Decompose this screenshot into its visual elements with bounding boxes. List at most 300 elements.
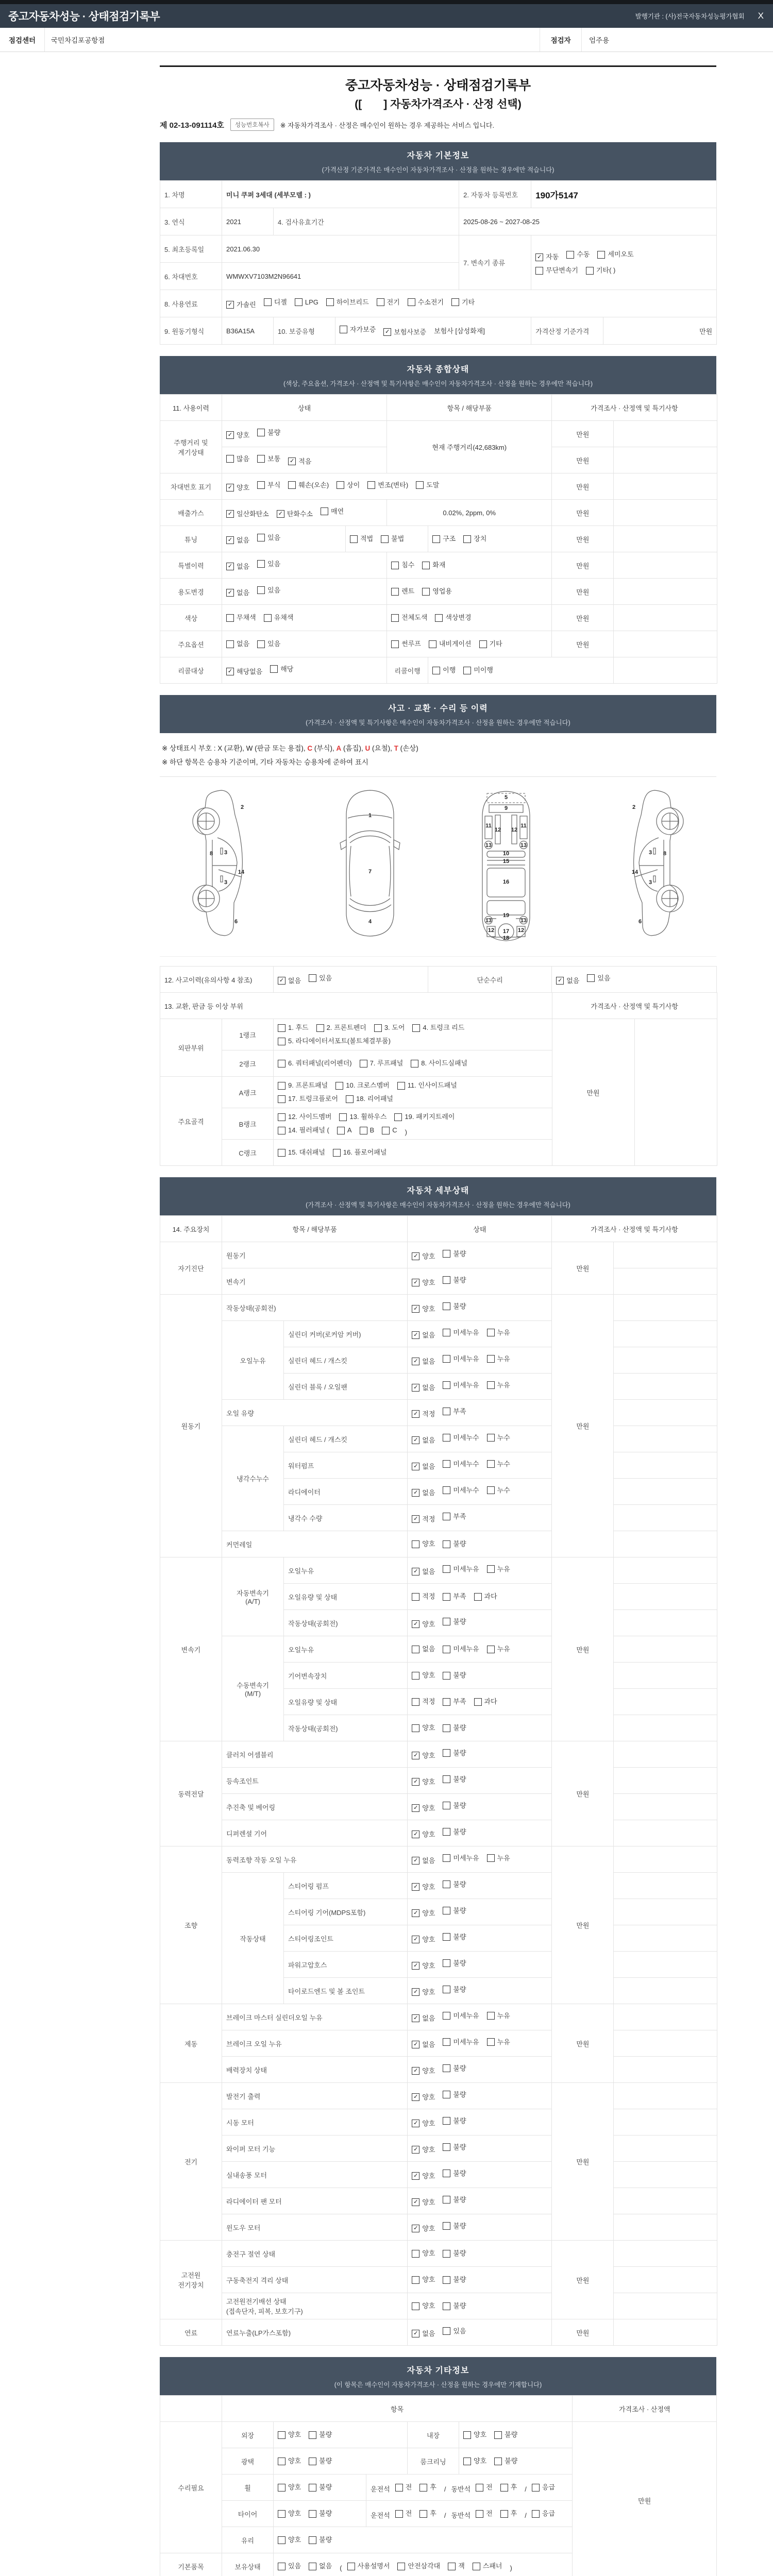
checkbox[interactable]: 양호 bbox=[278, 2428, 301, 2442]
option-cell bbox=[408, 1400, 552, 1426]
checkbox[interactable]: 미세누유 bbox=[443, 2036, 479, 2049]
checkbox[interactable]: 18. 리어패널 bbox=[346, 1092, 393, 1106]
checkbox[interactable]: ✓ 적정 bbox=[412, 1513, 435, 1526]
option-cell bbox=[408, 1505, 552, 1531]
checkbox[interactable]: ✓ 양호 bbox=[412, 1302, 435, 1316]
label-cell: 보유상태 bbox=[222, 2553, 274, 2576]
checkbox[interactable]: ✓ 없음 bbox=[412, 1565, 435, 1579]
checkbox[interactable]: 있음 bbox=[257, 637, 280, 651]
inspector-value-field[interactable]: 엄주용 bbox=[589, 37, 610, 44]
option-cell bbox=[222, 579, 387, 605]
checkbox[interactable]: ✓ 양호 bbox=[412, 1986, 435, 1999]
checkbox[interactable]: ✓ 양호 bbox=[412, 2117, 435, 2130]
option-cell bbox=[387, 579, 552, 605]
checkbox[interactable]: 부족 bbox=[443, 1405, 466, 1418]
checkbox[interactable]: ✓ 가솔린 bbox=[226, 298, 256, 312]
checkbox[interactable]: 불량 bbox=[443, 1773, 466, 1786]
label-cell: 라디에이터 팬 모터 bbox=[222, 2188, 408, 2214]
checkbox[interactable]: 변조(변타) bbox=[367, 479, 408, 492]
checkbox[interactable]: 불량 bbox=[443, 1799, 466, 1812]
diagram-part-number: 6 bbox=[638, 919, 642, 925]
option-cell bbox=[408, 2293, 552, 2319]
checkbox[interactable]: 불량 bbox=[309, 2533, 332, 2547]
label-cell: 1. 차명 bbox=[160, 181, 222, 208]
value-cell: 2025-08-26 ~ 2027-08-25 bbox=[459, 208, 717, 235]
checkbox[interactable]: ✓ 양호 bbox=[412, 2170, 435, 2183]
checkbox[interactable]: 양호 bbox=[463, 2454, 486, 2468]
checkbox[interactable]: 16. 플로어패널 bbox=[333, 1146, 386, 1159]
option-cell bbox=[408, 1610, 552, 1636]
checkbox[interactable]: LPG bbox=[295, 296, 318, 309]
checkbox[interactable]: 영업용 bbox=[422, 585, 452, 598]
checkbox[interactable]: 수소전기 bbox=[408, 296, 444, 309]
checkbox[interactable]: 후 bbox=[500, 2481, 517, 2494]
checkbox[interactable]: 누유 bbox=[487, 1326, 510, 1340]
checkbox[interactable]: 양호 bbox=[278, 2481, 301, 2494]
checkbox[interactable]: 색상변경 bbox=[435, 611, 471, 624]
value-cell: 0.02%, 2ppm, 0% bbox=[387, 500, 552, 526]
checkbox[interactable]: ✓ 양호 bbox=[412, 1749, 435, 1762]
checkbox[interactable]: 수동 bbox=[566, 248, 590, 261]
checkbox[interactable]: 누유 bbox=[487, 1642, 510, 1656]
checkbox[interactable]: 불량 bbox=[443, 1983, 466, 1996]
checkbox[interactable]: 불량 bbox=[309, 2507, 332, 2520]
checkbox[interactable]: ✓ 없음 bbox=[278, 974, 301, 988]
checkbox[interactable]: 11. 인사이드패널 bbox=[397, 1079, 457, 1092]
checkbox[interactable]: 있음 bbox=[443, 2325, 466, 2338]
checkbox[interactable]: 1. 후드 bbox=[278, 1021, 309, 1035]
checkbox[interactable]: 불량 bbox=[443, 2141, 466, 2154]
checkbox[interactable]: 무채색 bbox=[226, 611, 256, 624]
checkbox[interactable]: ✓ 없음 bbox=[412, 2012, 435, 2025]
empty-cell bbox=[614, 1479, 717, 1505]
checkbox[interactable]: ✓ 양호 bbox=[412, 2143, 435, 2157]
checkbox[interactable]: 부식 bbox=[257, 479, 280, 492]
checkbox[interactable]: 양호 bbox=[412, 1721, 435, 1735]
checkbox[interactable]: 없음 bbox=[412, 1642, 435, 1656]
label-cell: 냉각수 수량 bbox=[284, 1505, 408, 1531]
label-cell: 용도변경 bbox=[160, 579, 222, 605]
checkbox[interactable]: 적법 bbox=[350, 532, 373, 546]
option-cell bbox=[222, 447, 387, 473]
checkbox[interactable]: 불량 bbox=[443, 1930, 466, 1944]
checkbox[interactable]: 미세누유 bbox=[443, 1326, 479, 1340]
checkbox[interactable]: ✓ 양호 bbox=[226, 481, 249, 495]
diagram-part-number: 11 bbox=[485, 823, 492, 829]
diagram-part-number: 8 bbox=[663, 851, 667, 857]
checkbox[interactable]: 없음 bbox=[309, 2560, 332, 2573]
checkbox[interactable]: 하이브리드 bbox=[326, 296, 369, 309]
diagram-part-number: 12 bbox=[494, 827, 501, 833]
checkbox[interactable]: 있음 bbox=[309, 972, 332, 985]
checkbox[interactable]: 상이 bbox=[337, 479, 360, 492]
checkbox[interactable]: ✓ 적정 bbox=[412, 1408, 435, 1421]
checkbox[interactable]: 불량 bbox=[443, 1721, 466, 1735]
diagram-part-number: 12 bbox=[517, 927, 524, 934]
checkbox[interactable]: 불량 bbox=[443, 2299, 466, 2313]
checkbox[interactable]: ✓ 양호 bbox=[412, 1959, 435, 1973]
label-cell: 조향 bbox=[160, 1846, 222, 2004]
checkbox[interactable]: ✓ 없음 bbox=[226, 534, 249, 547]
checkbox[interactable]: 5. 라디에이터서포트(볼트체결부품) bbox=[278, 1035, 391, 1048]
checkbox[interactable]: 전 bbox=[476, 2507, 493, 2520]
checkbox[interactable]: 전 bbox=[395, 2507, 412, 2520]
checkbox[interactable]: 잭 bbox=[448, 2560, 465, 2573]
checkbox[interactable]: 6. 쿼터패널(리어펜더) bbox=[278, 1057, 352, 1070]
checkbox[interactable]: 사용설명서 bbox=[347, 2560, 390, 2573]
checkbox[interactable]: 무단변속기 bbox=[535, 264, 578, 277]
checkbox[interactable]: 부족 bbox=[443, 1590, 466, 1603]
diagram-part-number: 8 bbox=[209, 851, 213, 857]
checkbox[interactable]: 적정 bbox=[412, 1590, 435, 1603]
label-cell: 차대번호 표기 bbox=[160, 473, 222, 500]
checkbox[interactable]: 10. 크로스멤버 bbox=[335, 1079, 389, 1092]
checkbox[interactable]: 있음 bbox=[587, 972, 610, 985]
issuer-text: 발행기관 : (사)전국자동차성능평가협회 bbox=[635, 13, 745, 20]
checkbox[interactable]: 구조 bbox=[432, 532, 456, 546]
checkbox[interactable]: 미세누유 bbox=[443, 1352, 479, 1366]
checkbox[interactable]: 과다 bbox=[474, 1590, 497, 1603]
checkbox[interactable]: 불량 bbox=[443, 2114, 466, 2128]
inline-text: 동반석 bbox=[451, 2485, 471, 2493]
checkbox[interactable]: 후 bbox=[419, 2507, 436, 2520]
checkbox[interactable]: ✓ 없음 bbox=[412, 1460, 435, 1473]
option-cell bbox=[408, 1689, 552, 1715]
checkbox[interactable]: 불량 bbox=[443, 1537, 466, 1551]
checkbox[interactable]: ✓ 양호 bbox=[412, 2196, 435, 2209]
checkbox[interactable]: 불량 bbox=[443, 1247, 466, 1261]
checkbox[interactable]: ✓ 탄화수소 bbox=[277, 507, 313, 521]
checkbox[interactable]: ✓ 양호 bbox=[226, 429, 249, 442]
checkbox[interactable]: 불량 bbox=[443, 2247, 466, 2260]
checkbox[interactable]: 미세누유 bbox=[443, 1852, 479, 1865]
checkbox[interactable]: ✓ 해당없음 bbox=[226, 665, 262, 679]
checkbox[interactable]: 누수 bbox=[487, 1431, 510, 1445]
inline-text: 운전석 bbox=[371, 2485, 390, 2493]
checkbox[interactable]: 양호 bbox=[278, 2454, 301, 2468]
option-cell bbox=[408, 1899, 552, 1925]
price-cell: 만원 bbox=[552, 2241, 614, 2319]
checkbox[interactable]: 부족 bbox=[443, 1695, 466, 1708]
checkbox[interactable]: ✓ 양호 bbox=[412, 1907, 435, 1920]
option-cell bbox=[428, 526, 552, 552]
checkbox[interactable]: 해당 bbox=[270, 663, 293, 676]
copy-performance-number-button[interactable]: 성능번호복사 bbox=[230, 118, 274, 131]
option-cell bbox=[335, 317, 531, 345]
option-cell bbox=[222, 657, 387, 684]
checkbox[interactable]: 미세누유 bbox=[443, 2009, 479, 2023]
checkbox[interactable]: 이행 bbox=[432, 664, 456, 677]
section-title: 자동차 기본정보 bbox=[407, 151, 469, 160]
option-cell bbox=[408, 1978, 552, 2004]
checkbox[interactable]: 미세누유 bbox=[443, 1642, 479, 1656]
checkbox[interactable]: 안전삼각대 bbox=[397, 2560, 440, 2573]
label-cell: 상태 bbox=[222, 395, 387, 421]
checkbox[interactable]: ✓ 없음 bbox=[412, 2038, 435, 2052]
diagram-part-number: 9 bbox=[504, 805, 508, 811]
label-cell: 1랭크 bbox=[222, 1019, 274, 1050]
label-cell: 자기진단 bbox=[160, 1242, 222, 1295]
close-icon[interactable]: X bbox=[758, 11, 764, 21]
label-cell: 와이퍼 모터 기능 bbox=[222, 2136, 408, 2162]
checkbox[interactable]: ✓ 없음 bbox=[412, 2327, 435, 2341]
empty-cell bbox=[614, 1820, 717, 1846]
label-cell: 등속조인트 bbox=[222, 1768, 408, 1794]
checkbox[interactable]: 불량 bbox=[443, 1878, 466, 1891]
checkbox[interactable]: ✓ 양호 bbox=[412, 1933, 435, 1946]
checkbox[interactable]: 누수 bbox=[487, 1484, 510, 1497]
checkbox[interactable]: ✓ 양호 bbox=[412, 1802, 435, 1815]
checkbox[interactable]: 기타 bbox=[479, 637, 502, 651]
checkbox[interactable]: 3. 도어 bbox=[374, 1021, 405, 1035]
checkbox[interactable]: ✓ 없음 bbox=[226, 586, 249, 600]
checkbox[interactable]: 매연 bbox=[321, 505, 344, 518]
checkbox[interactable]: 누수 bbox=[487, 1458, 510, 1471]
checkbox[interactable]: 불량 bbox=[443, 1300, 466, 1313]
checkbox[interactable]: 후 bbox=[419, 2481, 436, 2494]
option-cell bbox=[408, 2241, 552, 2267]
checkbox[interactable]: 15. 대쉬패널 bbox=[278, 1146, 325, 1159]
checkbox[interactable]: 많음 bbox=[226, 452, 249, 466]
diagram-part-number: 13 bbox=[485, 842, 492, 849]
checkbox[interactable]: 훼손(오손) bbox=[288, 479, 329, 492]
checkbox[interactable]: 불량 bbox=[443, 1669, 466, 1682]
checkbox[interactable]: 미이행 bbox=[463, 664, 493, 677]
checkbox[interactable]: 불량 bbox=[443, 2167, 466, 2180]
checkbox[interactable]: 4. 트렁크 리드 bbox=[412, 1021, 464, 1035]
option-cell bbox=[408, 1295, 552, 1321]
record-sheet bbox=[160, 52, 716, 2576]
checkbox[interactable]: 불량 bbox=[443, 2219, 466, 2233]
checkbox[interactable]: 누유 bbox=[487, 1563, 510, 1576]
checkbox[interactable]: 미세누유 bbox=[443, 1379, 479, 1392]
checkbox[interactable]: B bbox=[360, 1124, 375, 1137]
label-cell: 윈도우 모터 bbox=[222, 2214, 408, 2241]
checkbox[interactable]: 불량 bbox=[494, 2428, 517, 2442]
checkbox[interactable]: 없음 bbox=[226, 637, 249, 651]
checkbox[interactable]: 응급 bbox=[532, 2481, 555, 2494]
checkbox[interactable]: ✓ 양호 bbox=[412, 1880, 435, 1894]
option-cell bbox=[387, 552, 552, 579]
checkbox[interactable]: 적정 bbox=[412, 1695, 435, 1708]
price-cell: 만원 bbox=[603, 317, 717, 345]
checkbox[interactable]: ✓ 없음 bbox=[412, 1854, 435, 1868]
checkbox[interactable]: ✓ 보험사보증 bbox=[383, 326, 426, 339]
checkbox[interactable]: 후 bbox=[500, 2507, 517, 2520]
checkbox[interactable]: 불량 bbox=[309, 2454, 332, 2468]
checkbox[interactable]: 누유 bbox=[487, 1379, 510, 1392]
label-cell: 5. 최초등록일 bbox=[160, 235, 222, 263]
checkbox[interactable]: ✓ 양호 bbox=[412, 2091, 435, 2104]
label-cell: 전기 bbox=[160, 2083, 222, 2241]
checkbox[interactable]: ✓ 적음 bbox=[288, 455, 311, 468]
label-cell: 작동상태 bbox=[222, 1873, 284, 2004]
label-cell: 작동상태(공회전) bbox=[284, 1715, 408, 1741]
checkbox[interactable]: 자가보증 bbox=[340, 323, 376, 336]
option-cell bbox=[274, 2527, 573, 2553]
checkbox[interactable]: 양호 bbox=[412, 1537, 435, 1551]
checkbox[interactable]: 세미오토 bbox=[597, 248, 633, 261]
checkbox[interactable]: 불량 bbox=[494, 2454, 517, 2468]
etc-info-table bbox=[160, 2395, 716, 2576]
diagram-part-number: 6 bbox=[234, 919, 238, 925]
checkbox[interactable]: 미세누수 bbox=[443, 1484, 479, 1497]
diagram-part-number: 14 bbox=[631, 869, 638, 875]
checkbox[interactable]: 9. 프론트패널 bbox=[278, 1079, 328, 1092]
empty-cell bbox=[634, 1019, 717, 1166]
checkbox[interactable]: ✓ 양호 bbox=[412, 2222, 435, 2235]
checkbox[interactable]: 화재 bbox=[422, 558, 445, 572]
label-cell: 9. 원동기형식 bbox=[160, 317, 222, 345]
diagram-part-number: 2 bbox=[240, 804, 244, 810]
checkbox[interactable]: 유채색 bbox=[264, 611, 294, 624]
checkbox[interactable]: 불량 bbox=[443, 1904, 466, 1918]
checkbox[interactable]: C bbox=[382, 1124, 397, 1137]
empty-cell bbox=[614, 2030, 717, 2057]
checkbox[interactable]: 불량 bbox=[443, 2088, 466, 2102]
checkbox[interactable]: 응급 bbox=[532, 2507, 555, 2520]
checkbox[interactable]: 7. 루프패널 bbox=[360, 1057, 404, 1070]
checkbox[interactable]: 누유 bbox=[487, 1352, 510, 1366]
checkbox[interactable]: ✓ 없음 bbox=[226, 560, 249, 573]
checkbox[interactable]: 있음 bbox=[278, 2560, 301, 2573]
empty-cell bbox=[614, 2214, 717, 2241]
checkbox[interactable]: 전기 bbox=[377, 296, 400, 309]
checkbox[interactable]: 양호 bbox=[412, 2299, 435, 2313]
checkbox[interactable]: 누유 bbox=[487, 1852, 510, 1865]
value-cell: 미니 쿠퍼 3세대 (세부모델 : ) bbox=[222, 181, 459, 208]
checkbox[interactable]: ✓ 일산화탄소 bbox=[226, 507, 269, 521]
checkbox[interactable]: 불량 bbox=[443, 1825, 466, 1839]
empty-cell bbox=[614, 2293, 717, 2319]
center-value-field[interactable]: 국민차김포공항점 bbox=[44, 28, 540, 52]
checkbox[interactable]: 불량 bbox=[443, 2193, 466, 2207]
checkbox[interactable]: 14. 필러패널 ( bbox=[278, 1124, 329, 1137]
value-cell: 12. 사고이력(유의사항 4 참조) bbox=[160, 967, 274, 993]
label-cell: 특별이력 bbox=[160, 552, 222, 579]
checkbox[interactable]: ✓ 없음 bbox=[412, 1355, 435, 1368]
checkbox[interactable]: 내비게이션 bbox=[429, 637, 472, 651]
checkbox[interactable]: 도말 bbox=[416, 479, 439, 492]
checkbox[interactable]: 전 bbox=[395, 2481, 412, 2494]
checkbox[interactable]: 불량 bbox=[443, 1615, 466, 1629]
checkbox[interactable]: 불량 bbox=[443, 1274, 466, 1287]
inspection-meta-row bbox=[0, 28, 773, 52]
checkbox[interactable]: 불량 bbox=[257, 426, 280, 439]
usage-history-table bbox=[160, 394, 716, 684]
checkbox[interactable]: 누유 bbox=[487, 2036, 510, 2049]
checkbox[interactable]: 썬루프 bbox=[391, 637, 421, 651]
checkbox[interactable]: ✓ 양호 bbox=[412, 2064, 435, 2078]
diagram-part-number: 4 bbox=[368, 919, 372, 925]
checkbox[interactable]: ✓ 없음 bbox=[412, 1329, 435, 1342]
label-cell: 냉각수누수 bbox=[222, 1426, 284, 1531]
checkbox[interactable]: 불량 bbox=[443, 2062, 466, 2075]
checkbox[interactable]: ✓ 없음 bbox=[412, 1434, 435, 1447]
checkbox[interactable]: ✓ 없음 bbox=[412, 1381, 435, 1395]
checkbox[interactable]: 양호 bbox=[412, 2273, 435, 2286]
option-cell bbox=[274, 1050, 552, 1077]
checkbox[interactable]: ✓ 양호 bbox=[412, 1828, 435, 1841]
checkbox[interactable]: 침수 bbox=[391, 558, 414, 572]
checkbox[interactable]: 양호 bbox=[412, 2247, 435, 2260]
label-cell: 항목 / 해당부품 bbox=[222, 1216, 408, 1242]
checkbox[interactable]: 양호 bbox=[278, 2507, 301, 2520]
diagram-part-number: 15 bbox=[502, 858, 509, 865]
checkbox[interactable]: ✓ 없음 bbox=[412, 1486, 435, 1500]
checkbox[interactable]: 보통 bbox=[257, 452, 280, 466]
checkbox[interactable]: ✓ 양호 bbox=[412, 1618, 435, 1631]
checkbox[interactable]: 장치 bbox=[463, 532, 486, 546]
checkbox[interactable]: 19. 패키지트레이 bbox=[394, 1110, 455, 1124]
section-title: 사고 · 교환 · 수리 등 이력 bbox=[388, 704, 488, 713]
checkbox[interactable]: 전 bbox=[476, 2481, 493, 2494]
option-cell bbox=[274, 1140, 552, 1166]
checkbox[interactable]: ✓ 양호 bbox=[412, 1775, 435, 1789]
checkbox[interactable]: 불법 bbox=[381, 532, 404, 546]
checkbox[interactable]: 13. 휠하우스 bbox=[339, 1110, 386, 1124]
checkbox[interactable]: 미세누수 bbox=[443, 1431, 479, 1445]
checkbox[interactable]: 불량 bbox=[443, 1957, 466, 1970]
checkbox[interactable]: 불량 bbox=[443, 2273, 466, 2286]
checkbox[interactable]: A bbox=[337, 1124, 352, 1137]
option-cell bbox=[222, 605, 387, 631]
checkbox[interactable]: 있음 bbox=[257, 557, 280, 571]
checkbox[interactable]: 불량 bbox=[309, 2428, 332, 2442]
price-cell: 만원 bbox=[552, 631, 614, 657]
empty-cell bbox=[614, 1531, 717, 1557]
checkbox[interactable]: ✓ 없음 bbox=[556, 974, 579, 988]
checkbox[interactable]: 렌트 bbox=[391, 585, 414, 598]
checkbox[interactable]: 8. 사이드실패널 bbox=[411, 1057, 467, 1070]
option-cell bbox=[346, 526, 428, 552]
empty-cell bbox=[614, 1505, 717, 1531]
checkbox[interactable]: 12. 사이드멤버 bbox=[278, 1110, 331, 1124]
option-cell bbox=[222, 631, 387, 657]
section-title: 자동차 기타정보 bbox=[407, 2366, 469, 2375]
checkbox[interactable]: 부족 bbox=[443, 1510, 466, 1523]
checkbox[interactable]: ✓ 자동 bbox=[535, 250, 559, 264]
checkbox[interactable]: ✓ 양호 bbox=[412, 1250, 435, 1263]
checkbox[interactable]: 미세누수 bbox=[443, 1458, 479, 1471]
checkbox[interactable]: 전체도색 bbox=[391, 611, 427, 624]
checkbox[interactable]: 미세누유 bbox=[443, 1563, 479, 1576]
checkbox[interactable]: 17. 트렁크플로어 bbox=[278, 1092, 338, 1106]
label-cell: 시동 모터 bbox=[222, 2109, 408, 2136]
checkbox[interactable]: 2. 프론트펜더 bbox=[316, 1021, 366, 1035]
checkbox[interactable]: 스패너 bbox=[473, 2560, 502, 2573]
checkbox[interactable]: 있음 bbox=[257, 584, 280, 597]
label-cell: 항목 bbox=[222, 2396, 573, 2422]
checkbox[interactable]: 과다 bbox=[474, 1695, 497, 1708]
checkbox[interactable]: 기타 bbox=[451, 296, 475, 309]
checkbox[interactable]: 불량 bbox=[443, 1747, 466, 1760]
checkbox[interactable]: 양호 bbox=[463, 2428, 486, 2442]
checkbox[interactable]: ✓ 양호 bbox=[412, 1276, 435, 1290]
checkbox[interactable]: 불량 bbox=[309, 2481, 332, 2494]
option-cell bbox=[408, 2057, 552, 2083]
inspector-label: 점검자 bbox=[540, 28, 582, 52]
checkbox[interactable]: 누유 bbox=[487, 2009, 510, 2023]
label-cell: 8. 사용연료 bbox=[160, 290, 222, 317]
option-cell bbox=[222, 526, 346, 552]
checkbox[interactable]: 기타( ) bbox=[586, 264, 615, 277]
checkbox[interactable]: 양호 bbox=[412, 1669, 435, 1682]
checkbox[interactable]: 있음 bbox=[257, 531, 280, 545]
checkbox[interactable]: 양호 bbox=[278, 2533, 301, 2547]
checkbox[interactable]: 디젤 bbox=[264, 296, 287, 309]
label-cell: 브레이크 오일 누유 bbox=[222, 2030, 408, 2057]
